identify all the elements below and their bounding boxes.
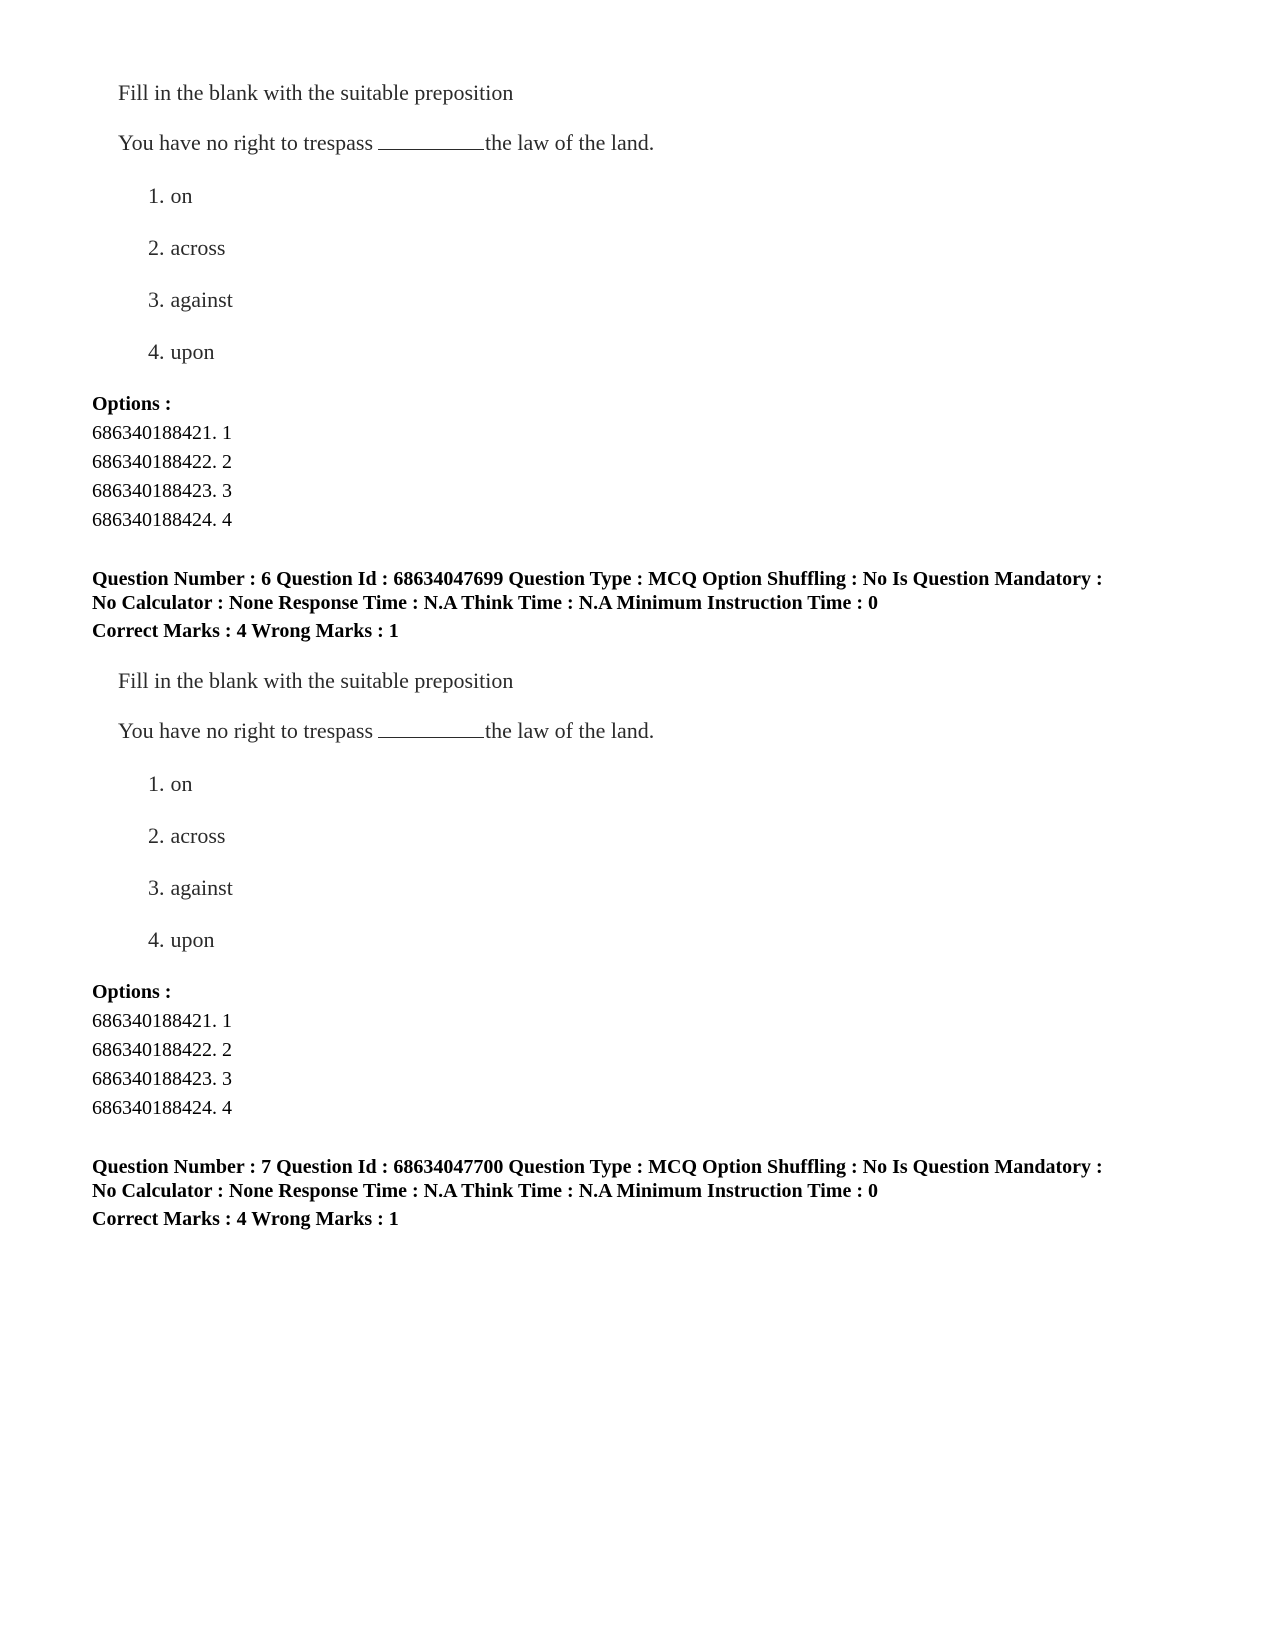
choice-number: 1. [148, 183, 165, 208]
question-meta-6 [92, 567, 1202, 643]
choice-number: 1. [148, 771, 165, 796]
choice-number: 4. [148, 339, 165, 364]
choice-item [148, 183, 193, 209]
choice-item [148, 287, 233, 313]
question-instruction: Fill in the blank with the suitable preposition [118, 668, 514, 693]
sentence-after: the law of the land. [485, 718, 655, 743]
question-image-1 [118, 80, 758, 370]
option-item: 686340188423. 3 [92, 1068, 232, 1090]
options-list-2 [92, 978, 232, 1123]
marks-line: Correct Marks : 4 Wrong Marks : 1 [92, 1208, 399, 1230]
option-item: 686340188424. 4 [92, 509, 232, 531]
choice-text: on [170, 771, 193, 796]
question-instruction: Fill in the blank with the suitable preposition [118, 80, 514, 105]
option-item: 686340188421. 1 [92, 422, 232, 444]
choice-text: across [170, 823, 226, 848]
marks-line: Correct Marks : 4 Wrong Marks : 1 [92, 620, 399, 642]
option-item: 686340188424. 4 [92, 1097, 232, 1119]
options-title: Options : [92, 981, 172, 1003]
choice-text: on [170, 183, 193, 208]
question-meta-7 [92, 1155, 1202, 1231]
choice-item [148, 927, 215, 953]
option-item: 686340188423. 3 [92, 480, 232, 502]
choice-number: 3. [148, 875, 165, 900]
option-item: 686340188422. 2 [92, 451, 232, 473]
choice-number: 2. [148, 823, 165, 848]
sentence-before: You have no right to trespass [118, 130, 374, 155]
option-item: 686340188421. 1 [92, 1010, 232, 1032]
choice-number: 2. [148, 235, 165, 260]
choice-number: 4. [148, 927, 165, 952]
options-title: Options : [92, 393, 172, 415]
option-item: 686340188422. 2 [92, 1039, 232, 1061]
choice-number: 3. [148, 287, 165, 312]
blank-line [378, 131, 484, 150]
choice-text: against [170, 287, 233, 312]
question-image-2 [118, 668, 758, 958]
sentence-after: the law of the land. [485, 130, 655, 155]
choice-item [148, 875, 233, 901]
choice-text: across [170, 235, 226, 260]
meta-line-2: No Calculator : None Response Time : N.A Think Time : N.A Minimum Instruction Time : 0 [92, 592, 878, 614]
blank-line [378, 719, 484, 738]
meta-line-1: Question Number : 7 Question Id : 68634047700 Question Type : MCQ Option Shuffling : No Is Question Mandatory : [92, 1156, 1103, 1178]
meta-line-1: Question Number : 6 Question Id : 68634047699 Question Type : MCQ Option Shuffling : No Is Question Mandatory : [92, 568, 1103, 590]
choice-text: against [170, 875, 233, 900]
meta-line-2: No Calculator : None Response Time : N.A Think Time : N.A Minimum Instruction Time : 0 [92, 1180, 878, 1202]
choice-text: upon [170, 927, 215, 952]
choice-item [148, 771, 193, 797]
choice-item [148, 339, 215, 365]
options-list-1 [92, 390, 232, 535]
sentence-before: You have no right to trespass [118, 718, 374, 743]
choice-item [148, 823, 225, 849]
choice-text: upon [170, 339, 215, 364]
question-sentence [118, 718, 654, 744]
choice-item [148, 235, 225, 261]
question-sentence [118, 130, 654, 156]
